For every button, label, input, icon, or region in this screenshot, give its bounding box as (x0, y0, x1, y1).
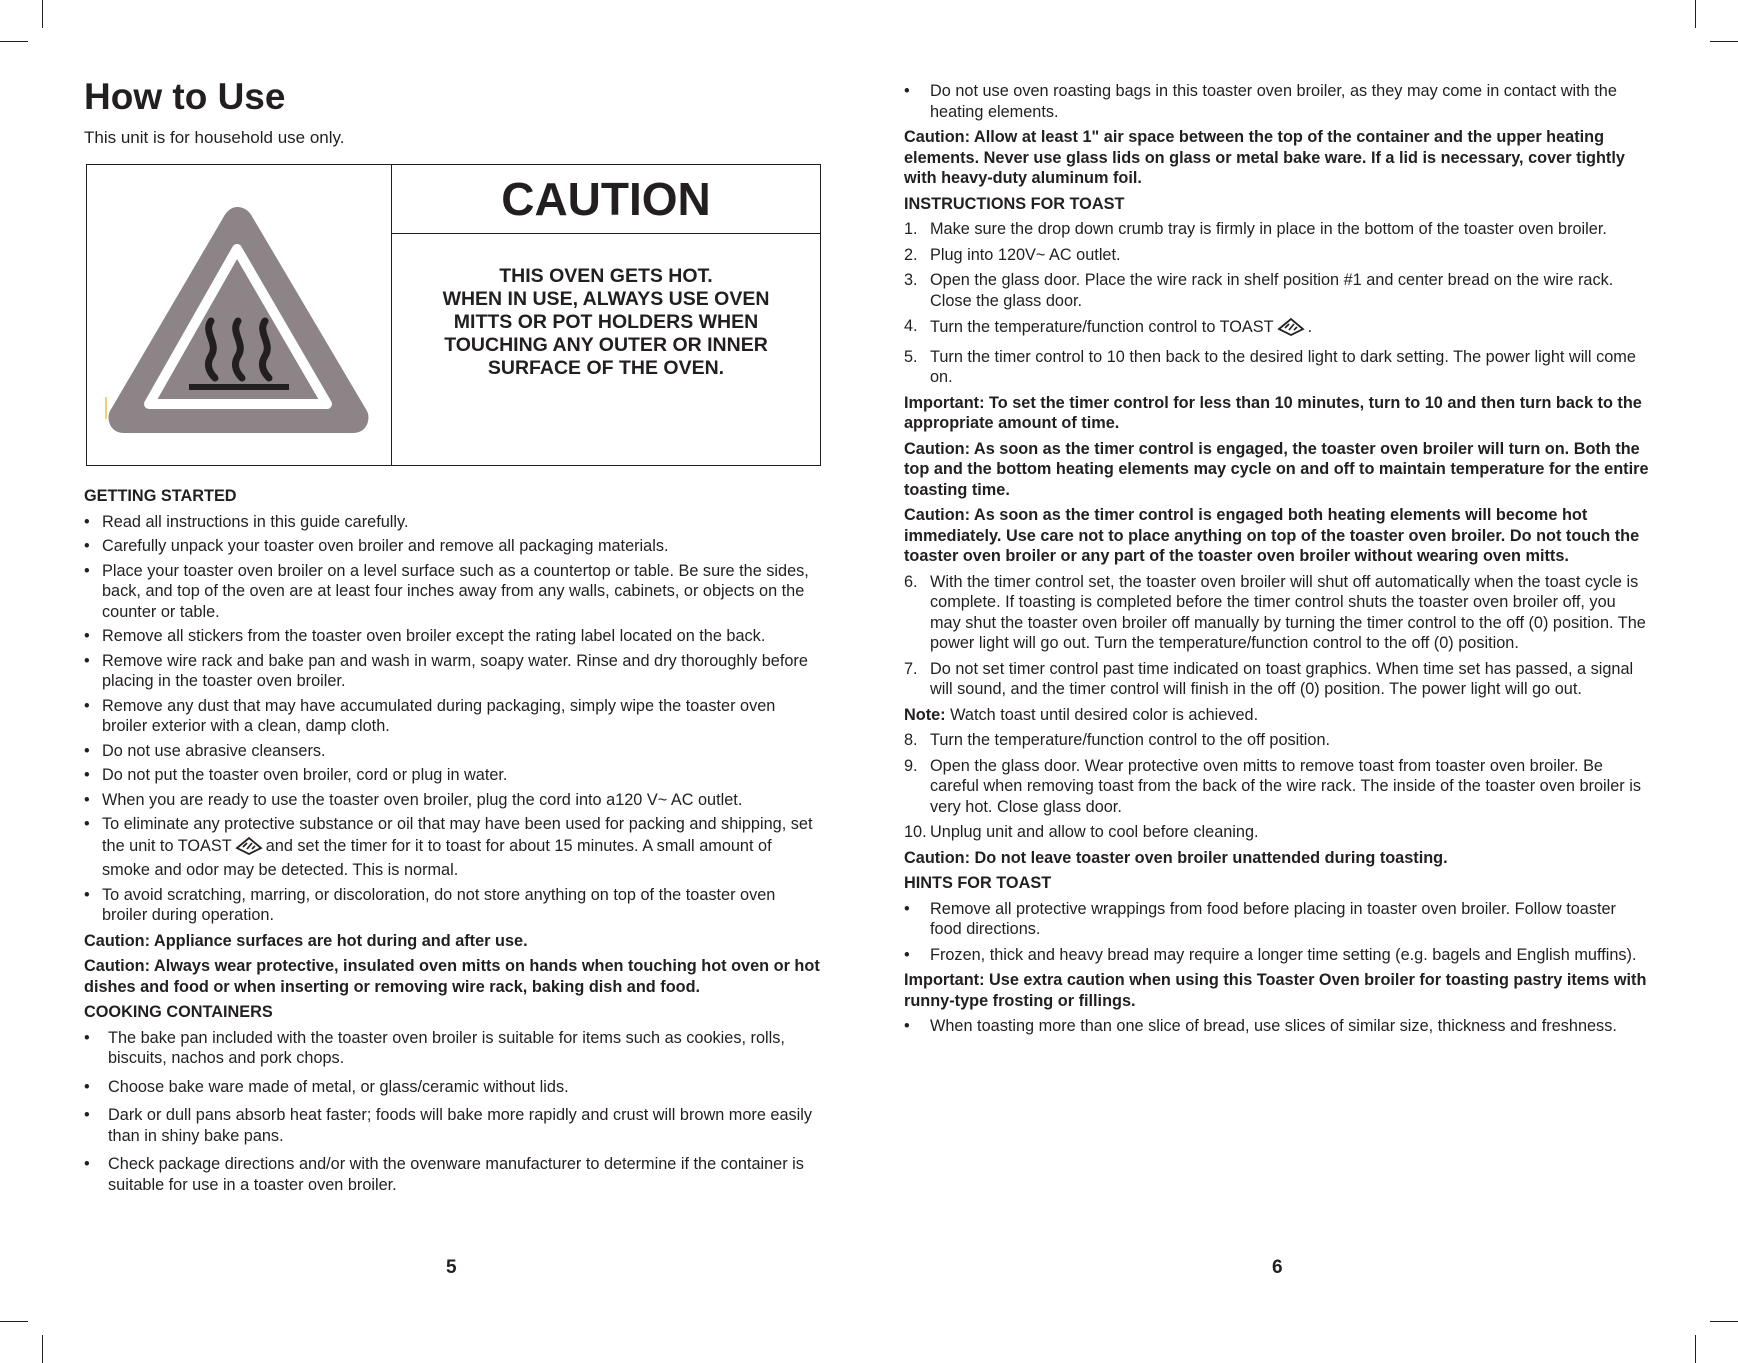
list-item: • The bake pan included with the toaster oven broiler is suitable for items such as cookies, rolls, biscuits, nachos and pork chops. (84, 1028, 824, 1069)
toast-icon (1276, 316, 1306, 342)
step-item (904, 659, 1650, 700)
list-item: • Carefully unpack your toaster oven broiler and remove all packaging materials. (84, 536, 824, 557)
step-number: 5. (904, 347, 918, 366)
toast-steps (904, 572, 1650, 700)
caution-line: MITTS OR POT HOLDERS WHEN (453, 311, 759, 333)
cooking-containers-list (84, 1028, 824, 1196)
step-number: 8. (904, 731, 918, 749)
step-text: Open the glass door. Place the wire rack in shelf position #1 and center bread on the wire rack. Close the glass door. (930, 271, 1614, 310)
crop-mark (0, 1321, 28, 1322)
hot-surface-warning-icon (87, 165, 392, 465)
caution-line: SURFACE OF THE OVEN. (487, 357, 725, 379)
crop-mark (1710, 1321, 1738, 1322)
page-number: 6 (1272, 1257, 1283, 1278)
step-text: Turn the timer control to 10 then back to the desired light to dark setting. The power light will come on. (930, 347, 1636, 386)
list-item: • Do not put the toaster oven broiler, cord or plug in water. (84, 765, 824, 786)
step-text: With the timer control set, the toaster oven broiler will shut off automatically when the toast cycle is complete. If toasting is completed before the timer control shuts the toaster oven broiler off, you may shut the toaster oven broiler off manually by turning the timer control to the off (0) position. The power light will go out. Turn the temperature/function control to the off (0) position. (930, 572, 1646, 652)
note-label: Note: (904, 705, 946, 724)
roasting-bags-list (904, 81, 1650, 122)
caution-note: Caution: Allow at least 1" air space between the top of the container and the upper heating elements. Never use glass lids on glass or metal bake ware. If a lid is necessary, cover tightly with heavy-duty aluminum foil. (904, 128, 1625, 187)
list-item: • Dark or dull pans absorb heat faster; foods will bake more rapidly and crust will brown more easily than in shiny bake pans. (84, 1105, 824, 1146)
crop-mark (42, 1335, 43, 1363)
step-item (904, 572, 1650, 654)
important-note: Important: To set the timer control for less than 10 minutes, turn to 10 and then turn back to the appropriate amount of time. (904, 393, 1642, 432)
step-number: 9. (904, 756, 918, 775)
step-text: Turn the temperature/function control to TOAST (930, 318, 1274, 336)
list-item-text: and set the timer for it to toast for about 15 minutes. A small amount of smoke and odor may be detected. This is normal. (102, 836, 772, 879)
list-item: • Remove all stickers from the toaster oven broiler except the rating label located on the back. (84, 626, 824, 647)
step-text: . (1307, 318, 1313, 336)
step-item (904, 270, 1650, 311)
step-text: Plug into 120V~ AC outlet. (930, 245, 1121, 264)
hints-list (904, 899, 1650, 966)
getting-started-heading: GETTING STARTED (84, 487, 237, 505)
step-text: Turn the temperature/function control to the off position. (930, 731, 1331, 749)
list-item: • Remove all protective wrappings from food before placing in toaster oven broiler. Follow toaster food directions. (904, 899, 1650, 940)
caution-line: WHEN IN USE, ALWAYS USE OVEN (442, 288, 770, 310)
caution-note: Caution: As soon as the timer control is engaged both heating elements will become hot immediately. Use care not to place anything on top of the toaster oven broiler. Do not touch the toaster oven broiler or any part of the toaster oven broiler without wearing oven mitts. (904, 506, 1640, 565)
page-subtitle: This unit is for household use only. (84, 128, 345, 147)
list-item: • Do not use abrasive cleansers. (84, 741, 824, 762)
list-item: • When toasting more than one slice of bread, use slices of similar size, thickness and freshness. (904, 1016, 1650, 1037)
crop-mark (1710, 41, 1738, 42)
list-item: • Frozen, thick and heavy bread may require a longer time setting (e.g. bagels and English muffins). (904, 945, 1650, 966)
step-item (904, 347, 1650, 388)
step-item (904, 316, 1650, 342)
list-item: • Remove any dust that may have accumulated during packaging, simply wipe the toaster oven broiler exterior with a clean, damp cloth. (84, 696, 824, 737)
step-text: Do not set timer control past time indicated on toast graphics. When time set has passed, a signal will sound, and the timer control will finish in the off (0) position. The power light will go out. (930, 659, 1634, 698)
note (904, 705, 1650, 726)
left-body (84, 486, 824, 1203)
step-number: 3. (904, 271, 918, 289)
caution-line: TOUCHING ANY OUTER OR INNER (444, 334, 768, 356)
list-item-text: To eliminate any protective substance or oil that may have been used for packing and shipping, set the unit to TOAST (102, 815, 813, 855)
list-item: • To avoid scratching, marring, or discoloration, do not store anything on top of the toaster oven broiler during operation. (84, 885, 824, 926)
toast-icon (234, 835, 264, 861)
cooking-containers-heading: COOKING CONTAINERS (84, 1003, 273, 1021)
crop-mark (42, 0, 43, 28)
step-number: 1. (904, 220, 918, 238)
step-item (904, 219, 1650, 240)
toast-steps (904, 219, 1650, 388)
caution-note: Caution: Always wear protective, insulated oven mitts on hands when touching hot oven or hot dishes and food or when inserting or removing wire rack, baking dish and food. (84, 957, 820, 996)
caution-message (392, 265, 820, 380)
list-item: • Read all instructions in this guide carefully. (84, 512, 824, 533)
caution-note: Caution: As soon as the timer control is engaged, the toaster oven broiler will turn on. Both the top and the bottom heating elements may cycle on and off to maintain temperature for the entire toasting time. (904, 439, 1649, 499)
step-item (904, 822, 1650, 843)
page-title: How to Use (84, 76, 286, 117)
important-note: Important: Use extra caution when using this Toaster Oven broiler for toasting pastry items with runny-type frosting or fillings. (904, 971, 1647, 1010)
list-item: • Check package directions and/or with the ovenware manufacturer to determine if the container is suitable for use in a toaster oven broiler. (84, 1154, 824, 1195)
caution-heading: CAUTION (392, 165, 820, 234)
instructions-heading: INSTRUCTIONS FOR TOAST (904, 194, 1125, 213)
step-text: Unplug unit and allow to cool before cleaning. (930, 823, 1259, 841)
right-body (904, 81, 1650, 1042)
step-text: Open the glass door. Wear protective oven mitts to remove toast from toaster oven broiler. Be careful when removing toast from the back of the wire rack. The inside of the toaster oven broiler is very hot. Close glass door. (930, 756, 1641, 816)
step-number: 4. (904, 317, 918, 335)
note-text: Watch toast until desired color is achieved. (945, 705, 1259, 724)
caution-note: Caution: Appliance surfaces are hot during and after use. (84, 931, 528, 950)
caution-box (86, 164, 821, 466)
list-item (84, 814, 824, 881)
step-number: 7. (904, 659, 918, 678)
list-item: • Remove wire rack and bake pan and wash in warm, soapy water. Rinse and dry thoroughly before placing in the toaster oven broiler. (84, 651, 824, 692)
caution-line: THIS OVEN GETS HOT. (499, 265, 713, 287)
crop-mark (1695, 1335, 1696, 1363)
step-number: 2. (904, 245, 918, 264)
step-item (904, 730, 1650, 751)
page-number: 5 (446, 1257, 457, 1278)
list-item: • Place your toaster oven broiler on a level surface such as a countertop or table. Be sure the sides, back, and top of the oven are at least four inches away from any walls, cabinets, or objects on the counter or table. (84, 561, 824, 623)
list-item: • Do not use oven roasting bags in this toaster oven broiler, as they may come in contact with the heating elements. (904, 81, 1650, 122)
list-item: • When you are ready to use the toaster oven broiler, plug the cord into a120 V~ AC outlet. (84, 790, 824, 811)
hints-heading: HINTS FOR TOAST (904, 874, 1052, 892)
toast-steps (904, 730, 1650, 843)
hints-list (904, 1016, 1650, 1037)
step-text: Make sure the drop down crumb tray is firmly in place in the bottom of the toaster oven broiler. (930, 220, 1607, 238)
step-item (904, 245, 1650, 266)
step-item (904, 756, 1650, 818)
step-number: 6. (904, 572, 918, 591)
step-number: 10. (904, 823, 927, 841)
crop-mark (0, 41, 28, 42)
crop-mark (1695, 0, 1696, 28)
caution-note: Caution: Do not leave toaster oven broiler unattended during toasting. (904, 848, 1448, 867)
getting-started-list (84, 512, 824, 926)
list-item: • Choose bake ware made of metal, or glass/ceramic without lids. (84, 1077, 824, 1098)
